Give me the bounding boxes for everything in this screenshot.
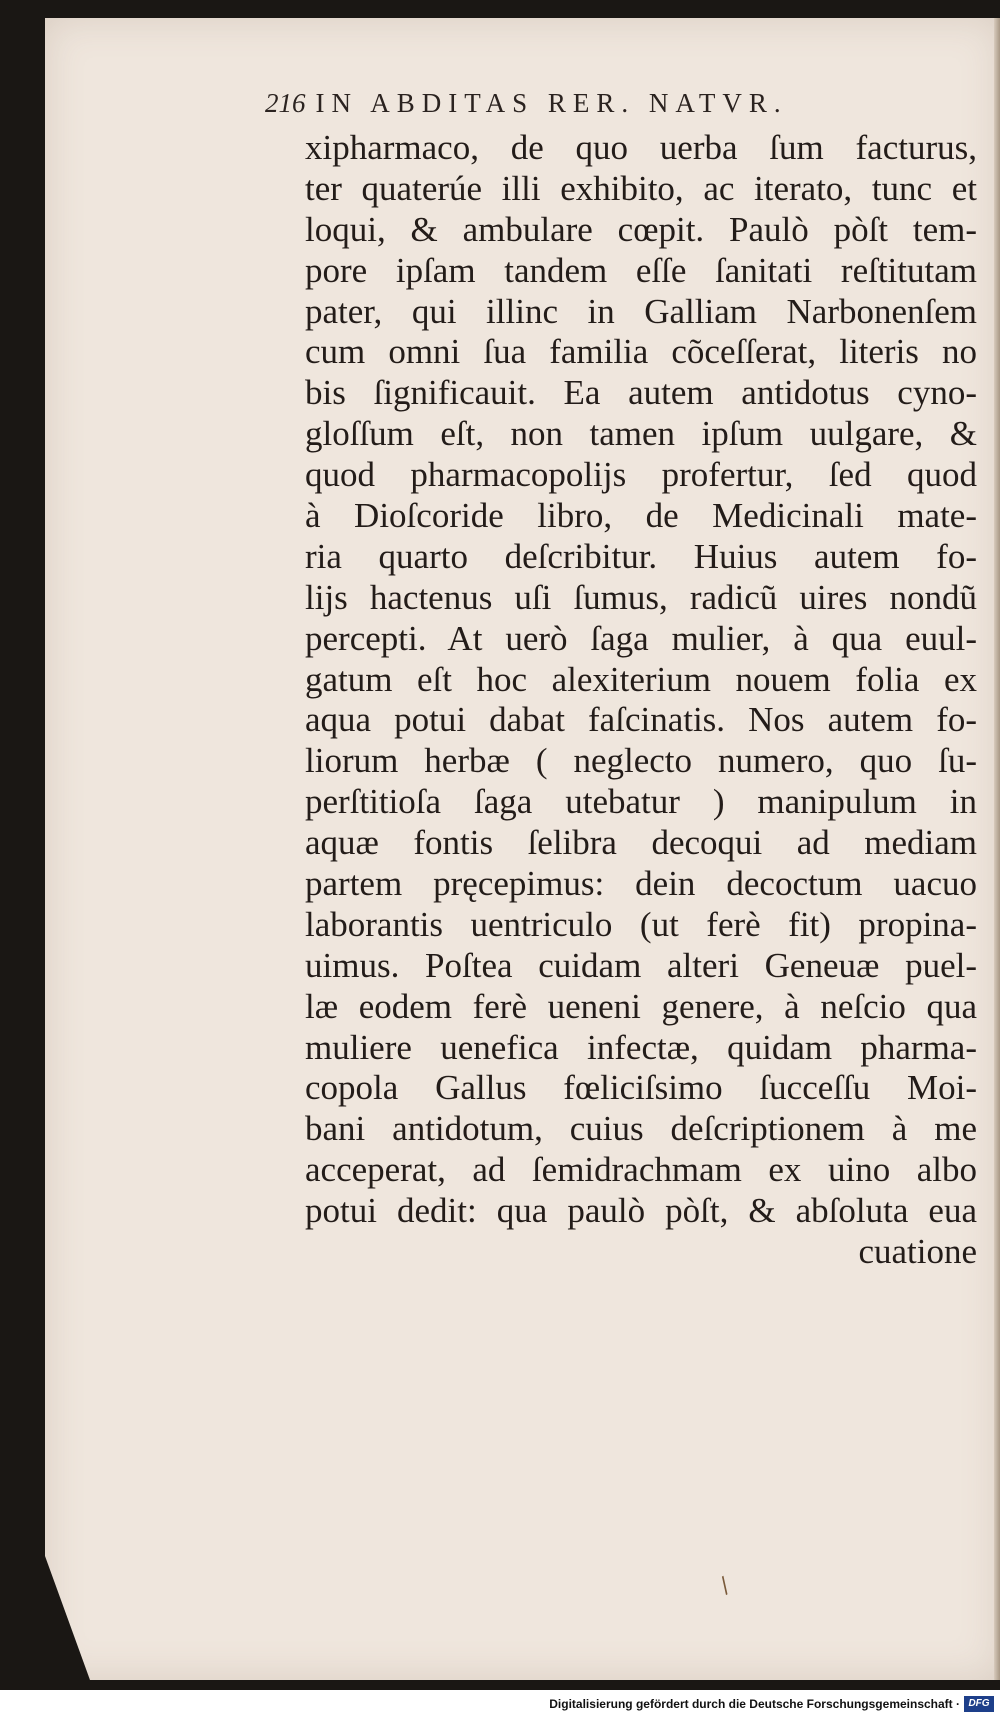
text-line: pater, qui illinc in Galliam Narbonenſem <box>305 291 977 331</box>
text-line: liorum herbæ ( neglecto numero, quo ſu- <box>305 741 977 781</box>
running-head-title: IN ABDITAS RER. NATVR. <box>315 88 788 118</box>
text-line: percepti. At uerò ſaga mulier, à qua euul- <box>305 618 977 658</box>
text-line: ria quarto deſcribitur. Huius autem fo- <box>305 536 977 576</box>
text-line: bis ſignificauit. Ea autem antidotus cyno- <box>305 373 977 413</box>
text-line: quod pharmacopolijs profertur, ſed quod <box>305 455 977 495</box>
dfg-logo-icon: DFG <box>964 1696 994 1712</box>
text-line: ter quaterúe illi exhibito, ac iterato, tunc et <box>305 168 977 208</box>
running-head <box>265 88 788 119</box>
text-line: à Dioſcoride libro, de Medicinali mate- <box>305 496 977 536</box>
text-line: copola Gallus fœliciſsimo ſucceſſu Moi- <box>305 1068 977 1108</box>
text-line: xipharmaco, de quo uerba ſum facturus, <box>305 128 977 167</box>
text-line: partem pręcepimus: dein decoctum uacuo <box>305 864 977 904</box>
text-line: muliere uenefica infectæ, quidam pharma- <box>305 1027 977 1067</box>
text-line: gloſſum eſt, non tamen ipſum uulgare, & <box>305 414 977 454</box>
ink-stroke-mark: / <box>715 1573 735 1599</box>
page-gutter <box>994 18 1000 1680</box>
text-line: uimus. Poſtea cuidam alteri Geneuæ puel- <box>305 945 977 985</box>
digitization-credit: Digitalisierung gefördert durch die Deutsche Forschungsgemeinschaft · <box>549 1697 960 1711</box>
text-line: aqua potui dabat faſcinatis. Nos autem fo- <box>305 700 977 740</box>
text-line: læ eodem ferè ueneni genere, à neſcio qua <box>305 986 977 1026</box>
text-line: lijs hactenus uſi ſumus, radicũ uires nondũ <box>305 577 977 617</box>
text-line: aquæ fontis ſelibra decoqui ad mediam <box>305 823 977 863</box>
text-line: pore ipſam tandem eſſe ſanitati reſtitutam <box>305 250 977 290</box>
text-line: perſtitioſa ſaga utebatur ) manipulum in <box>305 782 977 822</box>
text-line: potui dedit: qua paulò pòſt, & abſoluta eua <box>305 1191 977 1231</box>
text-line: laborantis uentriculo (ut ferè fit) propina- <box>305 904 977 944</box>
text-line: cum omni ſua familia cõceſſerat, literis no <box>305 332 977 372</box>
text-line: gatum eſt hoc alexiterium nouem folia ex <box>305 659 977 699</box>
page-number: 216 <box>265 88 306 118</box>
body-text <box>305 128 977 1273</box>
text-line: bani antidotum, cuius deſcriptionem à me <box>305 1109 977 1149</box>
text-line: loqui, & ambulare cœpit. Paulò pòſt tem- <box>305 209 977 249</box>
text-line: acceperat, ad ſemidrachmam ex uino albo <box>305 1150 977 1190</box>
catchword: cuatione <box>858 1232 977 1272</box>
